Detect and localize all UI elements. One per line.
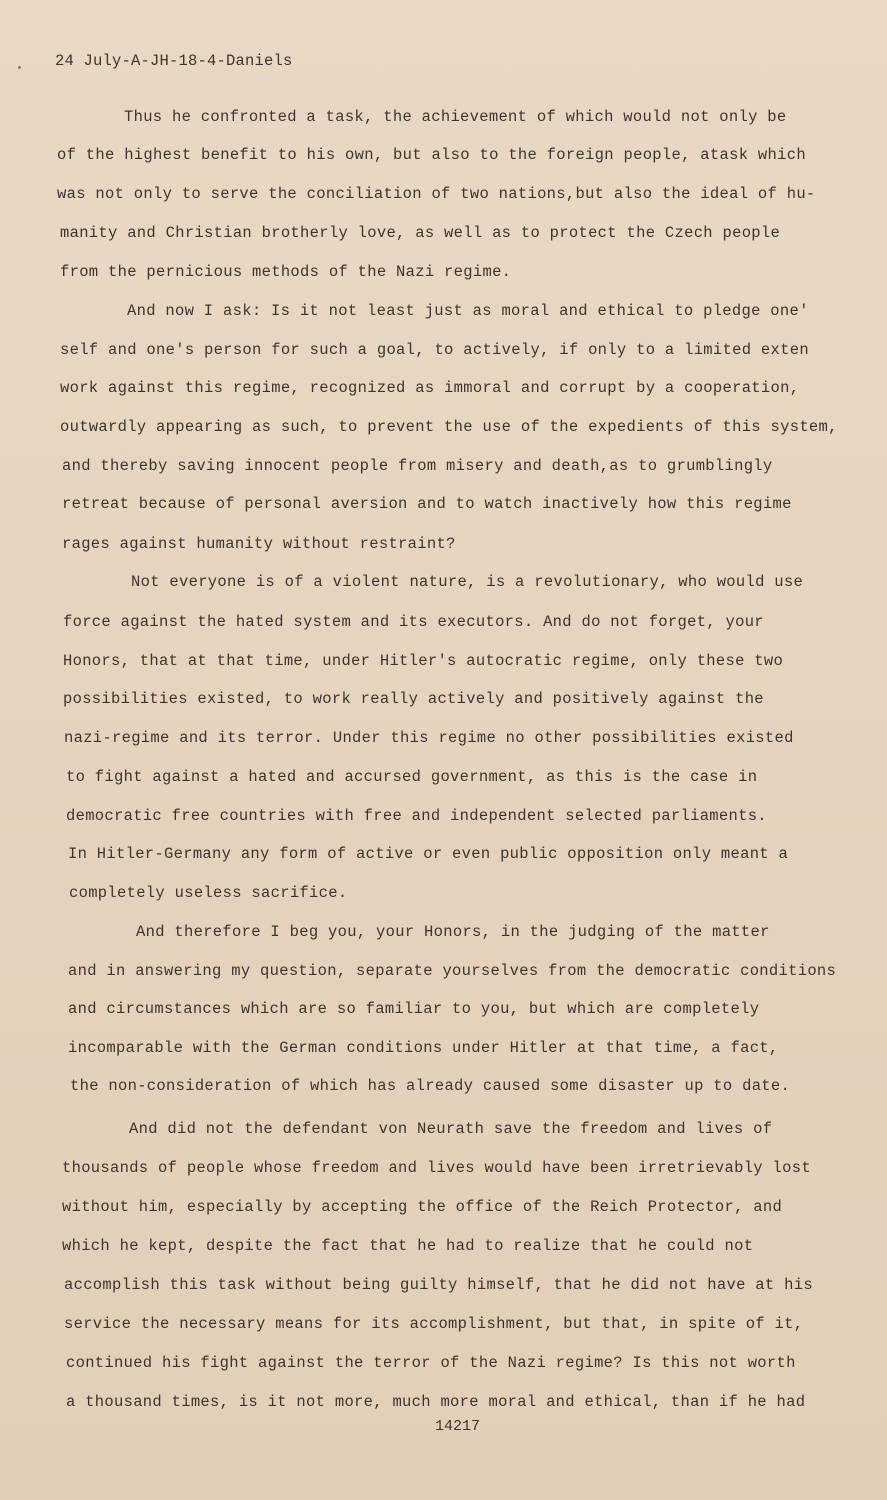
text-line: work against this regime, recognized as immoral and corrupt by a cooperation,: [60, 379, 800, 397]
text-line: self and one's person for such a goal, to actively, if only to a limited exten: [60, 341, 809, 359]
text-line: force against the hated system and its executors. And do not forget, your: [63, 613, 764, 631]
text-line: without him, especially by accepting the office of the Reich Protector, and: [62, 1198, 783, 1216]
text-line: rages against humanity without restraint?: [62, 535, 456, 553]
text-line: In Hitler-Germany any form of active or even public opposition only meant a: [68, 845, 789, 863]
page-header: 24 July-A-JH-18-4-Daniels: [55, 52, 293, 70]
text-line: from the pernicious methods of the Nazi regime.: [60, 263, 512, 281]
text-line: incomparable with the German conditions under Hitler at that time, a fact,: [68, 1039, 779, 1057]
text-line: and circumstances which are so familiar to you, but which are completely: [68, 1000, 760, 1018]
text-line: democratic free countries with free and independent selected parliaments.: [66, 807, 767, 825]
text-line: to fight against a hated and accursed government, as this is the case in: [66, 768, 758, 786]
text-line: possibilities existed, to work really actively and positively against the: [63, 690, 764, 708]
text-line: Not everyone is of a violent nature, is a revolutionary, who would use: [131, 573, 804, 591]
text-line: And now I ask: Is it not least just as moral and ethical to pledge one': [127, 302, 809, 320]
text-line: outwardly appearing as such, to prevent the use of the expedients of this system,: [60, 418, 838, 436]
text-line: accomplish this task without being guilty himself, that he did not have at his: [64, 1276, 813, 1294]
text-line: And therefore I beg you, your Honors, in the judging of the matter: [136, 923, 770, 941]
text-line: was not only to serve the conciliation of two nations,but also the ideal of hu-: [57, 185, 816, 203]
text-line: and in answering my question, separate yourselves from the democratic conditions: [68, 962, 837, 980]
text-line: and thereby saving innocent people from misery and death,as to grumblingly: [62, 457, 773, 475]
text-line: the non-consideration of which has already caused some disaster up to date.: [70, 1077, 791, 1095]
text-line: And did not the defendant von Neurath save the freedom and lives of: [129, 1120, 773, 1138]
text-line: service the necessary means for its accomplishment, but that, in spite of it,: [64, 1315, 804, 1333]
text-line: Honors, that at that time, under Hitler's autocratic regime, only these two: [63, 652, 784, 670]
page-number: 14217: [435, 1418, 481, 1435]
text-line: nazi-regime and its terror. Under this regime no other possibilities existed: [64, 729, 794, 747]
text-line: which he kept, despite the fact that he had to realize that he could not: [62, 1237, 754, 1255]
text-line: of the highest benefit to his own, but also to the foreign people, atask which: [57, 146, 806, 164]
text-line: a thousand times, is it not more, much more moral and ethical, than if he had: [66, 1393, 806, 1411]
text-line: completely useless sacrifice.: [69, 884, 348, 902]
paper-mark: [18, 66, 21, 69]
text-line: thousands of people whose freedom and lives would have been irretrievably lost: [62, 1159, 811, 1177]
text-line: continued his fight against the terror of the Nazi regime? Is this not worth: [66, 1354, 796, 1372]
text-line: manity and Christian brotherly love, as well as to protect the Czech people: [60, 224, 781, 242]
text-line: retreat because of personal aversion and to watch inactively how this regime: [62, 495, 792, 513]
text-line: Thus he confronted a task, the achievement of which would not only be: [124, 108, 787, 126]
